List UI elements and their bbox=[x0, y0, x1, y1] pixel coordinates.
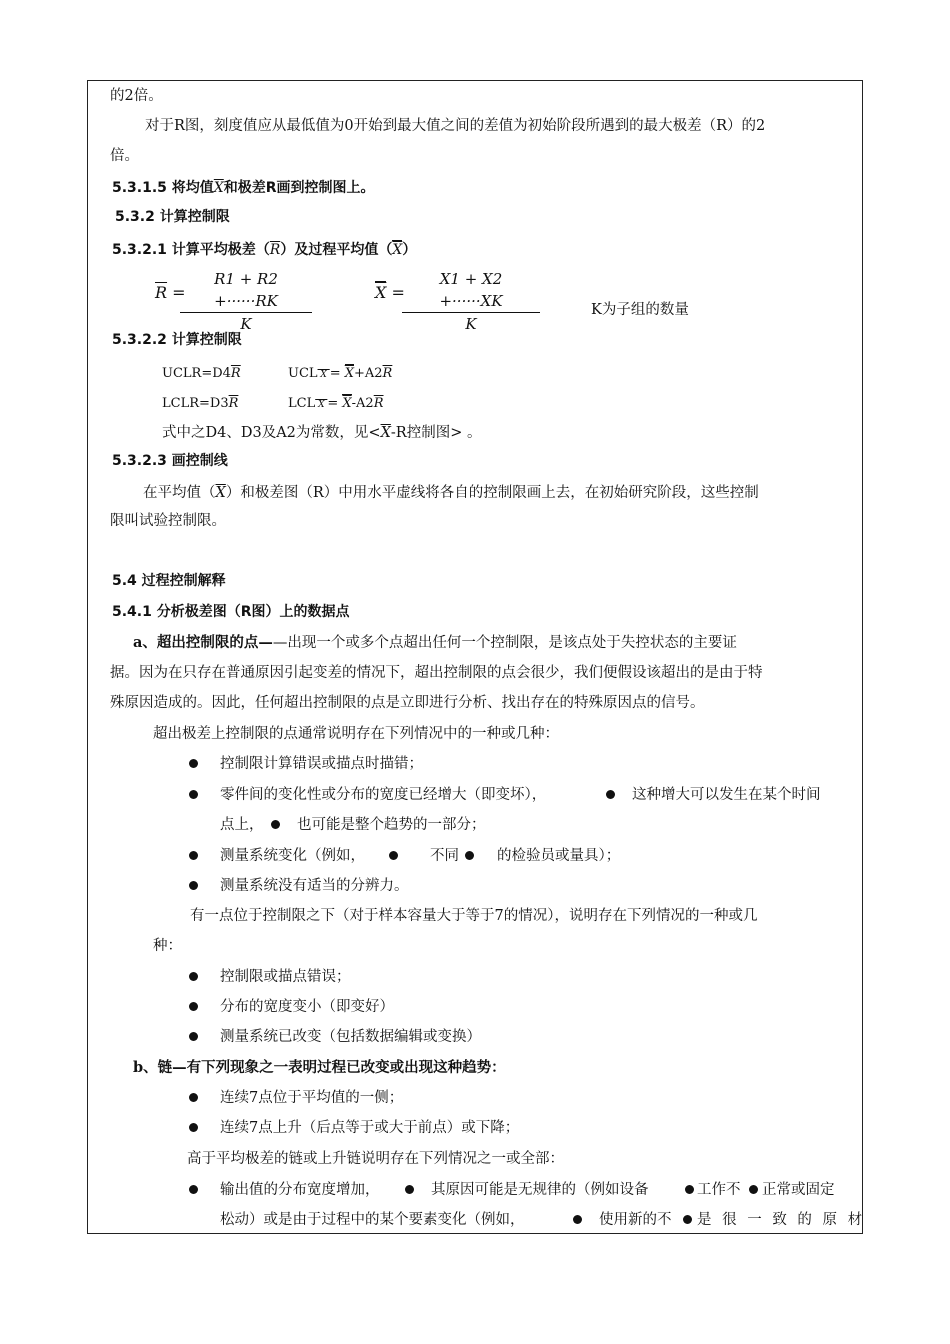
section-5-3-1-5 bbox=[112, 178, 375, 198]
text-line: 种： bbox=[153, 938, 182, 954]
list-item: 控制限或描点错误； bbox=[220, 969, 351, 985]
list-item: 点上， bbox=[220, 817, 264, 833]
bullet bbox=[685, 1185, 694, 1194]
bullet bbox=[189, 1123, 198, 1132]
rbar-numerator: R1 + R2 +······RK bbox=[180, 268, 312, 313]
list-item: 正常或固定 bbox=[762, 1182, 835, 1198]
rbar-symbol: $\overline{R}$ bbox=[269, 242, 281, 258]
bullet bbox=[389, 851, 398, 860]
bullet bbox=[189, 1185, 198, 1194]
bullet bbox=[189, 790, 198, 799]
text-line: 限叫试验控制限。 bbox=[110, 513, 226, 529]
heading-text: 和极差R画到控制图上。 bbox=[223, 180, 375, 196]
rbar-denominator: K bbox=[240, 315, 252, 333]
list-item: 松动）或是由于过程中的某个要素变化（例如， bbox=[220, 1212, 525, 1228]
list-item: 零件间的变化性或分布的宽度已经增大（即变坏）， bbox=[220, 787, 547, 803]
section-5-3-2: 5.3.2 计算控制限 bbox=[115, 209, 230, 225]
bullet bbox=[189, 1093, 198, 1102]
bullet bbox=[465, 851, 474, 860]
list-item: 测量系统变化（例如， bbox=[220, 848, 365, 864]
rbar-lhs: $\overline{R}$ = bbox=[155, 283, 186, 302]
xbar-lhs: $\overline{X}$ = bbox=[375, 283, 405, 302]
text-line: 倍。 bbox=[110, 148, 139, 164]
list-item: 工作不 bbox=[697, 1182, 741, 1198]
list-item: 测量系统已改变（包括数据编辑或变换） bbox=[220, 1029, 481, 1045]
bullet bbox=[189, 759, 198, 768]
list-item: 输出值的分布宽度增加， bbox=[220, 1182, 380, 1198]
section-5-3-2-1 bbox=[112, 240, 416, 260]
heading-text: ） bbox=[402, 242, 417, 258]
xbar-numerator: X1 + X2 +······XK bbox=[402, 268, 540, 313]
bullet bbox=[189, 1002, 198, 1011]
chain-heading: b、链—有下列现象之一表明过程已改变或出现这种趋势： bbox=[133, 1059, 506, 1076]
list-item: 不同 bbox=[430, 848, 459, 864]
bullet bbox=[189, 881, 198, 890]
bullet bbox=[683, 1215, 692, 1224]
xdoublebar-symbol: $\overline{X}$ bbox=[392, 242, 403, 258]
xbar-symbol: $\overline{X}$ bbox=[213, 180, 224, 196]
bullet bbox=[271, 820, 280, 829]
list-item: 的检验员或量具）； bbox=[497, 848, 621, 864]
constants-note: 式中之D4、D3及A2为常数，见$<\overline{X}-R$控制图> 。 bbox=[162, 425, 482, 441]
list-item: 控制限计算错误或描点时描错； bbox=[220, 756, 423, 772]
xbar-fraction bbox=[402, 268, 540, 335]
list-item: 分布的宽度变小（即变好） bbox=[220, 999, 394, 1015]
heading-text: 5.3.2.1 计算平均极差（ bbox=[112, 242, 270, 258]
bullet bbox=[749, 1185, 758, 1194]
k-note: K为子组的数量 bbox=[591, 302, 689, 318]
text-line: 超出极差上控制限的点通常说明存在下列情况中的一种或几种： bbox=[153, 726, 559, 742]
xbar-denominator: K bbox=[465, 315, 477, 333]
section-5-4-1: 5.4.1 分析极差图（R图）上的数据点 bbox=[112, 604, 350, 620]
section-5-4: 5.4 过程控制解释 bbox=[112, 573, 226, 589]
section-5-3-2-3: 5.3.2.3 画控制线 bbox=[112, 453, 228, 469]
bullet bbox=[606, 790, 615, 799]
heading-text: ）及过程平均值（ bbox=[280, 242, 393, 258]
text-line: 殊原因造成的。因此，任何超出控制限的点是立即进行分析、找出存在的特殊原因点的信号。 bbox=[110, 695, 705, 711]
bullet bbox=[405, 1185, 414, 1194]
text-line: 的2倍。 bbox=[110, 88, 163, 104]
list-item: 这种增大可以发生在某个时间 bbox=[632, 787, 821, 803]
lcl-x: LCL $X = \overline{X}-A2\overline{R}$ bbox=[288, 396, 384, 411]
ucl-x: UCL $X = \overline{X}+A2\overline{R}$ bbox=[288, 366, 393, 381]
list-item: 其原因可能是无规律的（例如设备 bbox=[431, 1182, 649, 1198]
list-item: 连续7点位于平均值的一侧； bbox=[220, 1090, 404, 1106]
ucl-r: $UCLR=D4\overline{R}$ bbox=[162, 366, 241, 381]
heading-text: 5.3.1.5 将均值 bbox=[112, 180, 214, 196]
text-line: a、超出控制限的点——出现一个或多个点超出任何一个控制限，是该点处于失控状态的主要证 bbox=[133, 634, 737, 651]
bullet bbox=[189, 972, 198, 981]
section-5-3-2-2: 5.3.2.2 计算控制限 bbox=[112, 332, 242, 348]
list-item: 也可能是整个趋势的一部分； bbox=[297, 817, 486, 833]
bullet bbox=[573, 1215, 582, 1224]
lcl-r: $LCLR=D3\overline{R}$ bbox=[162, 396, 239, 411]
rbar-fraction bbox=[180, 268, 312, 335]
bullet bbox=[189, 1032, 198, 1041]
text-line: 有一点位于控制限之下（对于样本容量大于等于7的情况），说明存在下列情况的一种或几 bbox=[190, 908, 758, 924]
text-line: 对于R图，刻度值应从最低值为0开始到最大值之间的差值为初始阶段所遇到的最大极差（R）的2 bbox=[145, 118, 766, 134]
list-item: 测量系统没有适当的分辨力。 bbox=[220, 878, 409, 894]
list-item: 是 很 一 致 的 原 材 bbox=[697, 1212, 866, 1228]
list-item: 连续7点上升（后点等于或大于前点）或下降； bbox=[220, 1120, 520, 1136]
list-item: 使用新的不 bbox=[599, 1212, 672, 1228]
text-line: 在平均值$(\overline{X})$和极差图（R）中用水平虚线将各自的控制限画上去，在初始研究阶段，这些控制 bbox=[143, 485, 759, 501]
text-line: 高于平均极差的链或上升链说明存在下列情况之一或全部： bbox=[187, 1151, 564, 1167]
text-line: 据。因为在只存在普通原因引起变差的情况下，超出控制限的点会很少，我们便假设该超出的是由于特 bbox=[110, 665, 763, 681]
bullet bbox=[189, 851, 198, 860]
